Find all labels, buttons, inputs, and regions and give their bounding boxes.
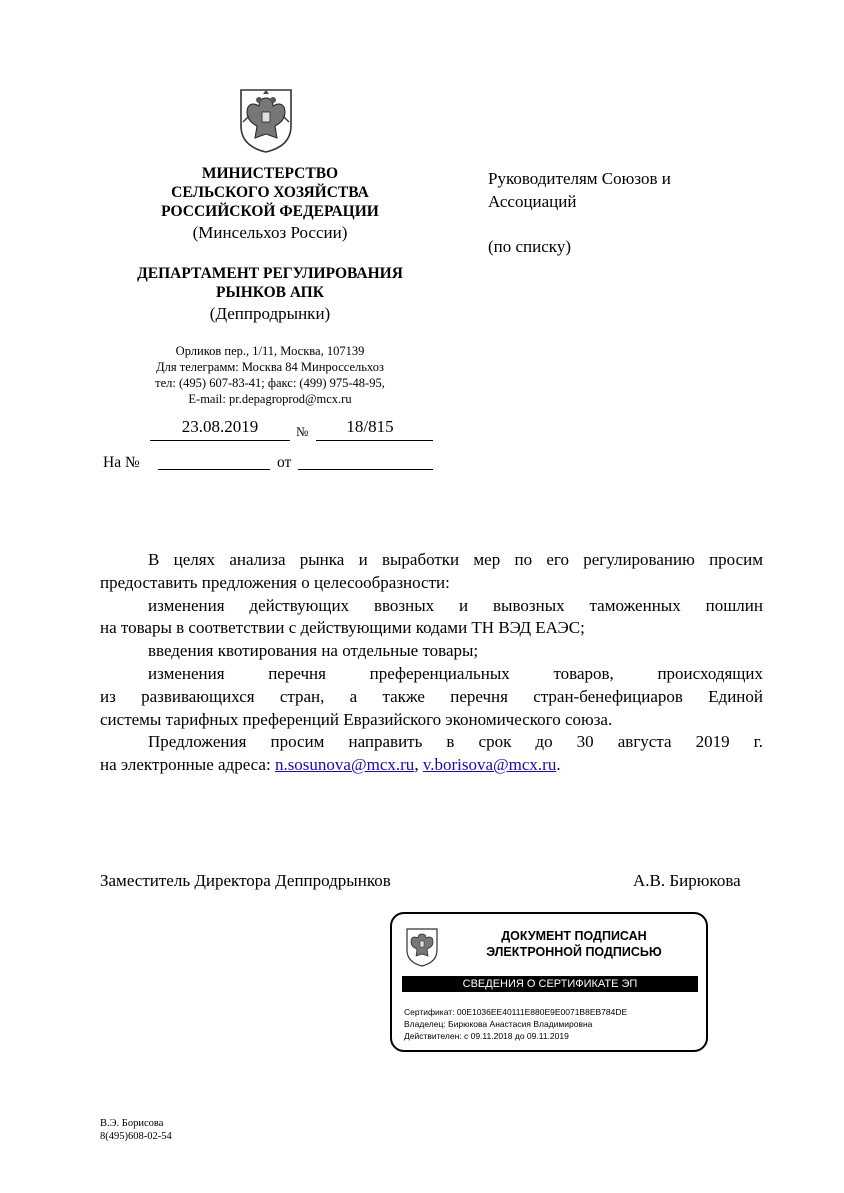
stamp-title-line2: ЭЛЕКТРОННОЙ ПОДПИСЬЮ xyxy=(486,945,662,959)
reference-label: На № xyxy=(103,454,140,471)
number-underline xyxy=(316,440,433,441)
stamp-emblem-icon xyxy=(404,926,440,968)
recipient-line2: Ассоциаций xyxy=(488,192,577,211)
stamp-owner: Владелец: Бирюкова Анастасия Владимировна xyxy=(404,1019,593,1029)
address-email: E-mail: pr.depagroprod@mcx.ru xyxy=(188,392,352,406)
sentence-end: . xyxy=(556,755,561,775)
stamp-validity: Действителен: с 09.11.2018 до 09.11.2019 xyxy=(404,1031,569,1041)
reference-from-label: от xyxy=(277,454,292,471)
address-line3: тел: (495) 607-83-41; факс: (499) 975-48-95, xyxy=(155,376,385,390)
signatory-position: Заместитель Директора Деппродрынков xyxy=(100,871,391,890)
ministry-name-line3: РОССИЙСКОЙ ФЕДЕРАЦИИ xyxy=(161,203,379,220)
address-line2: Для телеграмм: Москва 84 Минроссельхоз xyxy=(156,360,384,374)
recipient-line1: Руководителям Союзов и xyxy=(488,169,671,188)
email-prefix: на электронные адреса: xyxy=(100,755,275,775)
paragraph-4-line1: изменения перечня преференциальных товаров, происходящих xyxy=(148,663,763,683)
stamp-certificate-serial: Сертификат: 00E1036EE40111E880E9E0071B8EB784DE xyxy=(404,1007,628,1017)
department-short-name: (Деппродрынки) xyxy=(209,304,331,323)
reference-number-underline xyxy=(158,469,270,470)
executor-name: В.Э. Борисова xyxy=(100,1118,164,1129)
ministry-name-line1: МИНИСТЕРСТВО xyxy=(201,165,339,182)
coat-of-arms-icon xyxy=(235,86,297,154)
recipient-note: (по списку) xyxy=(488,237,571,256)
paragraph-3: введения квотирования на отдельные товары; xyxy=(148,641,479,661)
electronic-signature-stamp xyxy=(390,912,708,1052)
stamp-certificate-info xyxy=(404,1006,627,1042)
email-link-borisova[interactable]: v.borisova@mcx.ru xyxy=(422,755,557,775)
paragraph-4-line2: из развивающихся стран, а также перечня стран-бенефициаров Единой xyxy=(100,686,763,706)
email-separator: , xyxy=(414,755,423,775)
department-name-line1: ДЕПАРТАМЕНТ РЕГУЛИРОВАНИЯ xyxy=(137,265,403,282)
stamp-title-line1: ДОКУМЕНТ ПОДПИСАН xyxy=(501,929,647,943)
letter-body xyxy=(100,549,763,777)
department-name-line2: РЫНКОВ АПК xyxy=(216,284,324,301)
address-line1: Орликов пер., 1/11, Москва, 107139 xyxy=(175,344,365,358)
stamp-certificate-header: СВЕДЕНИЯ О СЕРТИФИКАТЕ ЭП xyxy=(402,976,698,992)
ministry-name-line2: СЕЛЬСКОГО ХОЗЯЙСТВА xyxy=(171,184,369,201)
reference-date-underline xyxy=(298,469,433,470)
stamp-title xyxy=(454,928,694,960)
ministry-short-name: (Минсельхоз России) xyxy=(192,223,348,242)
paragraph-5-line2 xyxy=(100,754,763,777)
date-underline xyxy=(150,440,290,441)
executor-phone: 8(495)608-02-54 xyxy=(100,1131,172,1142)
email-link-sosunova[interactable]: n.sosunova@mcx.ru xyxy=(274,755,415,775)
paragraph-5-line1: Предложения просим направить в срок до 30 августа 2019 г. xyxy=(148,732,763,752)
document-date: 23.08.2019 xyxy=(181,417,259,436)
paragraph-2-line2: на товары в соответствии с действующими кодами ТН ВЭД ЕАЭС; xyxy=(100,618,585,638)
paragraph-4-line3: системы тарифных преференций Евразийского экономического союза. xyxy=(100,709,613,729)
paragraph-2-line1: изменения действующих ввозных и вывозных таможенных пошлин xyxy=(148,595,763,615)
number-sign: № xyxy=(296,424,309,439)
paragraph-1-line1: В целях анализа рынка и выработки мер по его регулированию просим xyxy=(148,550,763,569)
document-number: 18/815 xyxy=(346,417,394,436)
paragraph-1-line2: предоставить предложения о целесообразности: xyxy=(100,572,450,592)
signatory-name: А.В. Бирюкова xyxy=(633,871,741,890)
